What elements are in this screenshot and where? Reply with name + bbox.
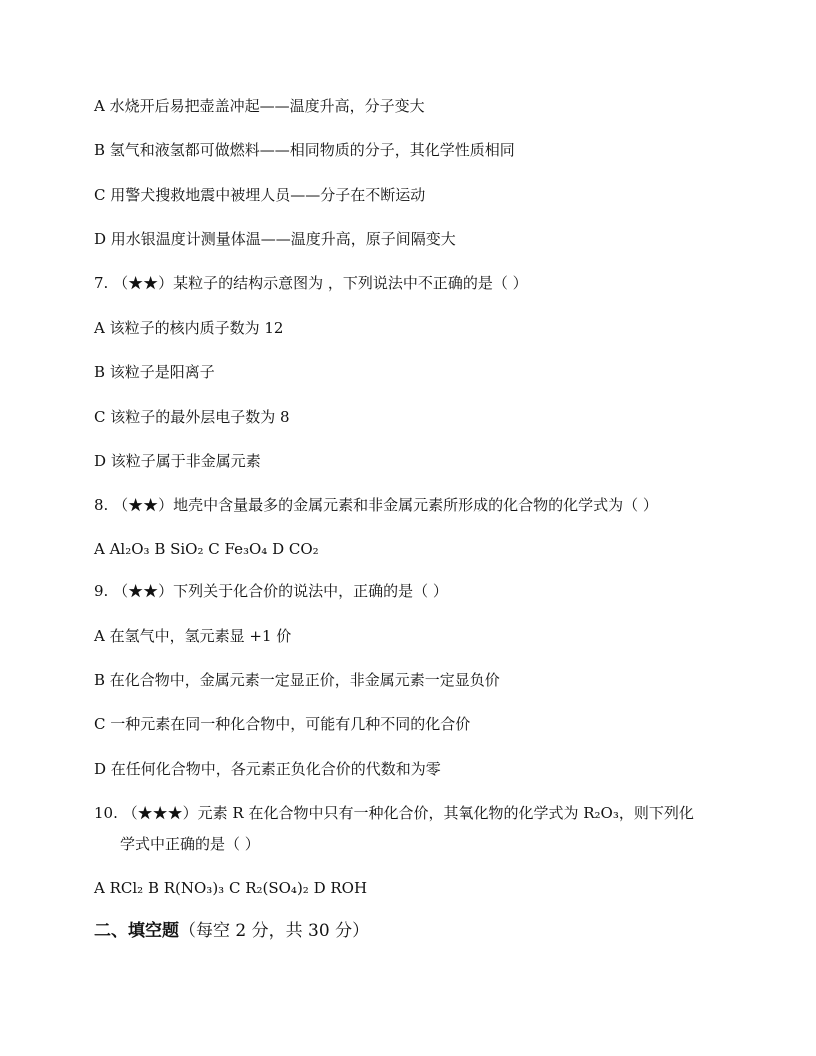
q8-stem: 8. （★★）地壳中含量最多的金属元素和非金属元素所形成的化合物的化学式为（ ） — [94, 496, 658, 514]
q10-options: A RCl₂ B R(NO₃)₃ C R₂(SO₄)₂ D ROH — [94, 879, 368, 897]
q7-option-b: B 该粒子是阳离子 — [94, 363, 215, 381]
q9-stem: 9. （★★）下列关于化合价的说法中，正确的是（ ） — [94, 582, 448, 600]
section-note: （每空 2 分，共 30 分） — [179, 921, 370, 941]
q9-option-d: D 在任何化合物中，各元素正负化合价的代数和为零 — [94, 760, 441, 778]
q9-option-b: B 在化合物中，金属元素一定显正价，非金属元素一定显负价 — [94, 671, 500, 689]
q6-option-d: D 用水银温度计测量体温——温度升高，原子间隔变大 — [94, 230, 456, 248]
q7-option-d: D 该粒子属于非金属元素 — [94, 452, 261, 470]
q7-stem: 7. （★★）某粒子的结构示意图为 ，下列说法中不正确的是（ ） — [94, 274, 528, 292]
q9-option-c: C 一种元素在同一种化合物中，可能有几种不同的化合价 — [94, 715, 471, 733]
q6-option-c: C 用警犬搜救地震中被埋人员——分子在不断运动 — [94, 186, 426, 204]
q6-option-a: A 水烧开后易把壶盖冲起——温度升高，分子变大 — [94, 97, 425, 115]
q6-option-b: B 氢气和液氢都可做燃料——相同物质的分子，其化学性质相同 — [94, 141, 515, 159]
q9-option-a: A 在氢气中，氢元素显 +1 价 — [94, 627, 292, 645]
section-title: 二、填空题 — [94, 921, 179, 941]
section-heading — [94, 920, 369, 942]
q8-options: A Al₂O₃ B SiO₂ C Fe₃O₄ D CO₂ — [94, 540, 319, 558]
q7-option-a: A 该粒子的核内质子数为 12 — [94, 319, 284, 337]
q7-option-c: C 该粒子的最外层电子数为 8 — [94, 408, 290, 426]
q10-stem: 10. （★★★）元素 R 在化合物中只有一种化合价，其氧化物的化学式为 R₂O₃，则下列化 — [94, 804, 694, 822]
q10-stem-continued: 学式中正确的是（ ） — [120, 835, 260, 853]
